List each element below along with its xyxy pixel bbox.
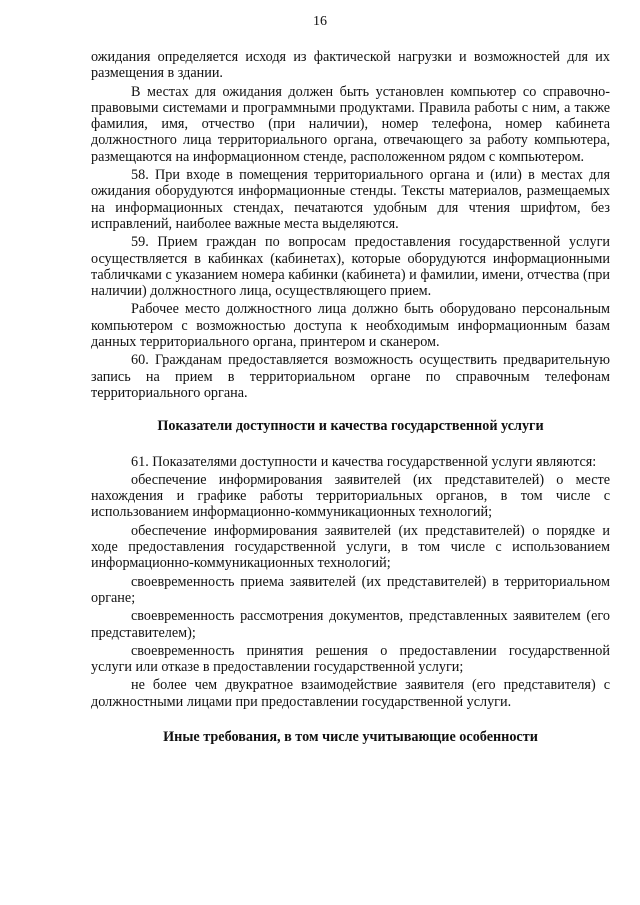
paragraph-computer-in-waiting-area: В местах для ожидания должен быть установлен компьютер со справочно-правовыми системами и программными продуктами. Правила работы с ним, а также фамилия, имя, отчество (при наличии), номер телефона, номер кабинета должностного лица территориального органа, отвечающего за работу компьютера, размещаются на информационном стенде, расположенном рядом с компьютером. (91, 83, 610, 165)
list-item-timely-review: своевременность рассмотрения документов, представленных заявителем (его представителем); (91, 608, 610, 641)
paragraph-60: 60. Гражданам предоставляется возможность осуществить предварительную запись на прием в территориальном органе по справочным телефонам территориального органа. (91, 352, 610, 401)
paragraph-61: 61. Показателями доступности и качества государственной услуги являются: (131, 453, 597, 470)
section-heading-other-requirements: Иные требования, в том числе учитывающие особенности (163, 728, 538, 745)
document-body (91, 0, 610, 745)
paragraph-59: 59. Прием граждан по вопросам предоставления государственной услуги осуществляется в кабинках (кабинетах), которые оборудуются информационными табличками с указанием номера кабинки (кабинета) и фамилии, имени, отчества (при наличии) должностного лица, осуществляющего прием. (91, 234, 610, 300)
list-item-procedure-info: обеспечение информирования заявителей (их представителей) о порядке и ходе предоставления государственной услуги, в том числе с использованием информационно-коммуникационных технологий; (91, 522, 610, 572)
paragraph-workplace: Рабочее место должностного лица должно быть оборудовано персональным компьютером с возможностью доступа к необходимым информационным базам данных территориального органа, принтером и сканером. (91, 301, 610, 351)
list-item-location-info: обеспечение информирования заявителей (их представителей) о месте нахождения и графике работы территориальных органов, в том числе с использованием информационно-коммуникационных технологий; (91, 471, 610, 521)
paragraph-continuation: ожидания определяется исходя из фактической нагрузки и возможностей для их размещения в здании. (91, 49, 610, 82)
list-item-interaction-limit: не более чем двукратное взаимодействие заявителя (его представителя) с должностными лицами при предоставлении государственной услуги. (91, 677, 610, 710)
section-heading-accessibility-quality: Показатели доступности и качества государственной услуги (157, 418, 544, 435)
list-item-timely-reception: своевременность приема заявителей (их представителей) в территориальном органе; (91, 573, 610, 606)
list-item-timely-decision: своевременность принятия решения о предоставлении государственной услуги или отказе в предоставлении государственной услуги; (91, 642, 610, 676)
page-number: 16 (313, 14, 327, 29)
paragraph-58: 58. При входе в помещения территориального органа и (или) в местах для ожидания оборудуются информационные стенды. Тексты материалов, размещаемых на информационных стендах, печатаются удобным для чтения шрифтом, без исправлений, наиболее важные места выделяются. (91, 167, 610, 232)
